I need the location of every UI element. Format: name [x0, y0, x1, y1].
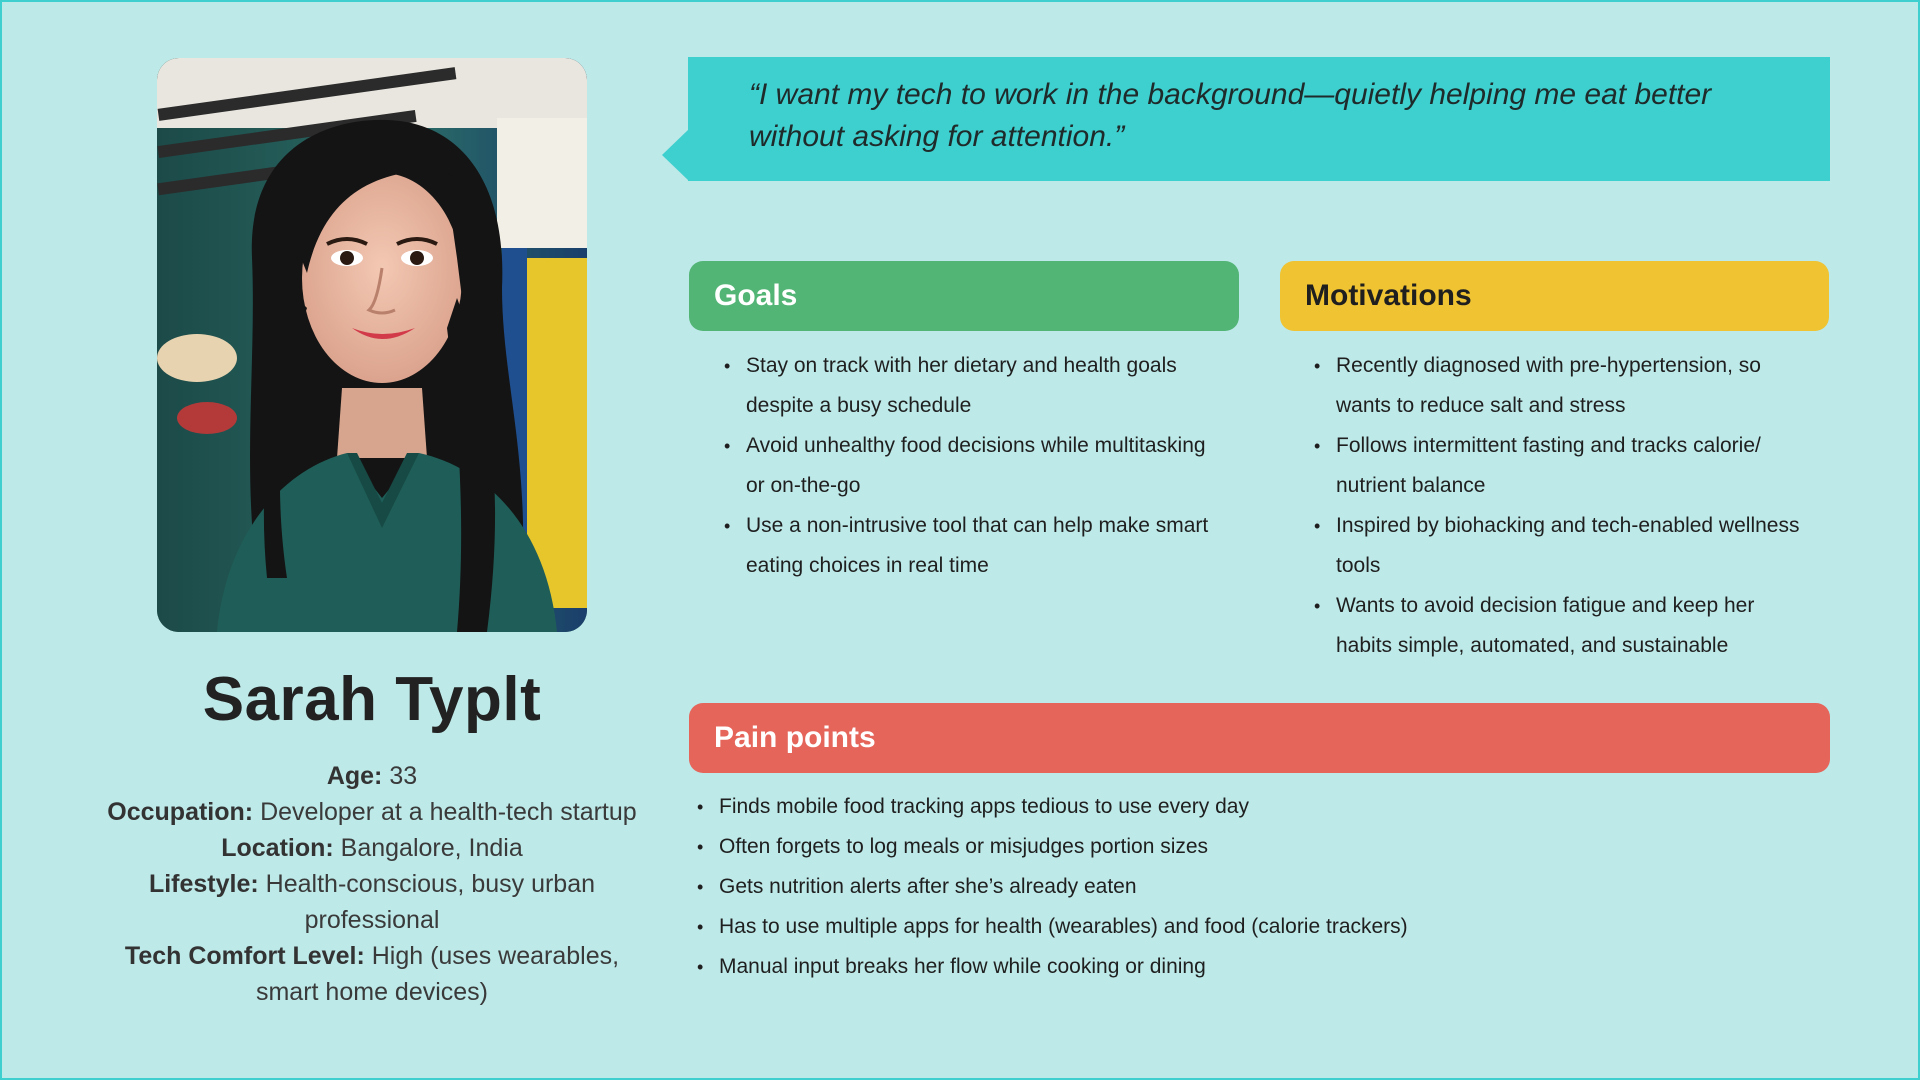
portrait-illustration	[157, 58, 587, 632]
list-item: • Often forgets to log meals or misjudges portion sizes	[697, 827, 1797, 867]
list-item: • Manual input breaks her flow while cooking or dining	[697, 947, 1797, 987]
pain-points-list	[697, 787, 1797, 987]
persona-details	[102, 758, 642, 1010]
list-item: • Gets nutrition alerts after she’s already eaten	[697, 867, 1797, 907]
list-item: • Wants to avoid decision fatigue and keep her habits simple, automated, and sustainable	[1314, 586, 1814, 666]
persona-name: Sarah Typlt	[202, 665, 542, 734]
detail-value: Health-conscious, busy urban professional	[265, 870, 596, 934]
pain-points-header: Pain points	[689, 703, 1830, 773]
persona-quote: “I want my tech to work in the background—quietly helping me eat better without asking for attention.”	[749, 78, 1712, 153]
list-item: • Inspired by biohacking and tech-enabled wellness tools	[1314, 506, 1814, 586]
list-item: • Follows intermittent fasting and tracks calorie/ nutrient balance	[1314, 426, 1814, 506]
list-item: • Has to use multiple apps for health (wearables) and food (calorie trackers)	[697, 907, 1797, 947]
detail-value: Developer at a health-tech startup	[260, 798, 637, 826]
list-item: • Avoid unhealthy food decisions while multitasking or on-the-go	[724, 426, 1224, 506]
goals-list	[724, 346, 1224, 586]
quote-pointer	[662, 129, 689, 181]
motivations-list	[1314, 346, 1814, 666]
goals-header: Goals	[689, 261, 1239, 331]
persona-photo	[157, 58, 587, 632]
detail-value: High (uses wearables, smart home devices)	[255, 942, 620, 1006]
detail-label: Lifestyle:	[148, 870, 259, 898]
detail-tech-comfort	[102, 938, 642, 1010]
detail-location	[102, 830, 642, 866]
detail-label: Occupation:	[107, 798, 254, 826]
list-item: • Recently diagnosed with pre-hypertension, so wants to reduce salt and stress	[1314, 346, 1814, 426]
detail-lifestyle	[102, 866, 642, 938]
detail-label: Tech Comfort Level:	[124, 942, 365, 970]
list-item: • Stay on track with her dietary and health goals despite a busy schedule	[724, 346, 1224, 426]
list-item: • Finds mobile food tracking apps tedious to use every day	[697, 787, 1797, 827]
detail-occupation	[102, 794, 642, 830]
detail-age	[102, 758, 642, 794]
motivations-header: Motivations	[1280, 261, 1829, 331]
detail-value: Bangalore, India	[340, 834, 523, 862]
detail-label: Location:	[221, 834, 334, 862]
list-item: • Use a non-intrusive tool that can help make smart eating choices in real time	[724, 506, 1224, 586]
detail-value: 33	[389, 762, 418, 790]
detail-label: Age:	[326, 762, 383, 790]
